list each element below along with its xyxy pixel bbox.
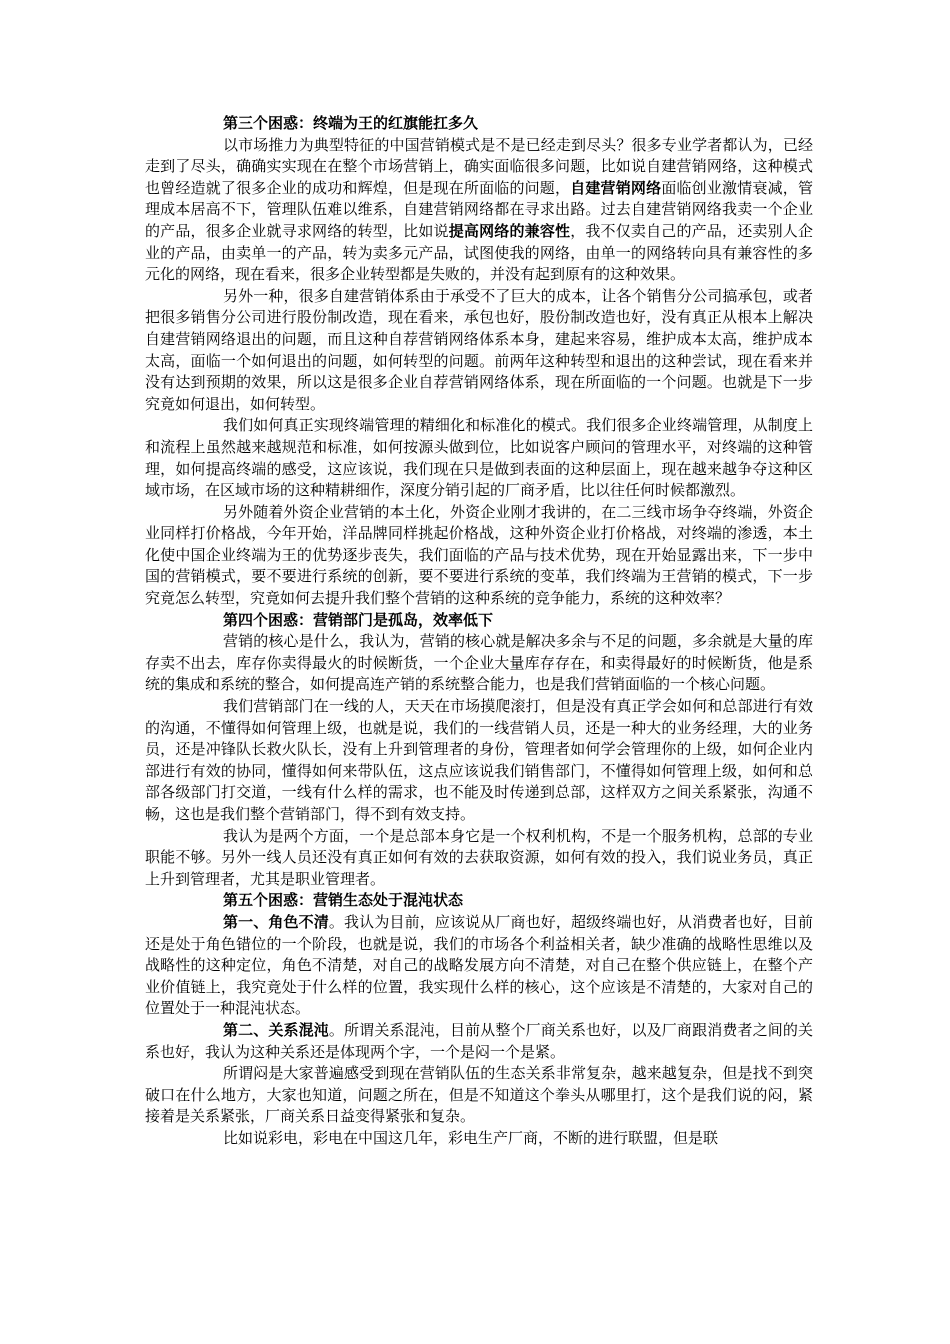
paragraph-1-text-a: 以市场推力为典型特征的中国营销模式是不是已经走到尽头？很多专业学者都认为，已经走到了尽头，确确实实现在在整个市场营销上，确实面临很多问题，比如说自建营销网络，这种模式也曾经造就了很多企业的成功和辉煌，但是现在所面临的问题， [145,135,813,197]
paragraph-10: 所谓闷是大家普遍感受到现在营销队伍的生态关系非常复杂，越来越复杂，但是找不到突破口在什么地方，大家也知道，问题之所在，但是不知道这个拳头从哪里打，这个是我们说的闷，紧接着是关系紧张，厂商关系日益变得紧张和复杂。 [145,1064,813,1126]
bold-lead-role-unclear: 第一、角色不清 [223,912,329,931]
bold-lead-relationship-chaos: 第二、关系混沌 [223,1020,329,1039]
bold-phrase-self-built-network: 自建营销网络 [570,178,662,197]
paragraph-5: 营销的核心是什么，我认为，营销的核心就是解决多余与不足的问题，多余就是大量的库存卖不出去，库存你卖得最火的时候断货，一个企业大量库存存在，和卖得最好的时候断货，他是系统的集成和系统的整合，如何提高连产销的系统整合能力，也是我们营销面临的一个核心问题。 [145,632,813,694]
paragraph-1 [145,135,813,286]
paragraph-9-text: 。所谓关系混沌，目前从整个厂商关系也好，以及厂商跟消费者之间的关系也好，我认为这种关系还是体现两个字，一个是闷一个是紧。 [145,1020,813,1061]
bold-phrase-network-compatibility: 提高网络的兼容性 [448,221,571,240]
paragraph-1-text-c: ，我不仅卖自己的产品，还卖别人企业的产品，由卖单一的产品，转为卖多元产品，试图使我的网络，由单一的网络转向具有兼容性的多元化的网络，现在看来，很多企业转型都是失败的，并没有起到原有的这种效果。 [145,221,813,284]
section-heading-3: 第三个困惑：终端为王的红旗能扛多久 [223,114,479,132]
paragraph-8-text: 。我认为目前，应该说从厂商也好，超级终端也好，从消费者也好，目前还是处于角色错位的一个阶段，也就是说，我们的市场各个利益相关者，缺少准确的战略性思维以及战略性的这种定位，角色不清楚，对自己的战略发展方向不清楚，对自己在整个供应链上，在整个产业价值链上，我究竟处于什么样的位置，我实现什么样的核心，这个应该是不清楚的，大家对自己的位置处于一种混沌状态。 [145,912,813,1018]
paragraph-3: 我们如何真正实现终端管理的精细化和标准化的模式。我们很多企业终端管理，从制度上和流程上虽然越来越规范和标准，如何按源头做到位，比如说客户顾问的管理水平，对终端的这种管理，如何提高终端的感受，这应该说，我们现在只是做到表面的这种层面上，现在越来越争夺这种区域市场，在区域市场的这种精耕细作，深度分销引起的厂商矛盾，比以往任何时候都激烈。 [145,416,813,500]
paragraph-11: 比如说彩电，彩电在中国这几年，彩电生产厂商，不断的进行联盟，但是联 [223,1128,719,1147]
paragraph-9 [145,1020,813,1063]
paragraph-8 [145,912,813,1020]
paragraph-1-text-b: 面临创业激情衰减，管理成本居高不下，管理队伍难以维系，自建营销网络都在寻求出路。过去自建营销网络我卖一个企业的产品，很多企业就寻求网络的转型，比如说 [145,178,813,240]
section-heading-4: 第四个困惑：营销部门是孤岛，效率低下 [223,610,494,629]
section-heading-5: 第五个困惑：营销生态处于混沌状态 [223,891,464,910]
paragraph-4: 另外随着外资企业营销的本土化，外资企业刚才我讲的，在二三线市场争夺终端，外资企业同样打价格战，今年开始，洋品牌同样挑起价格战，这种外资企业打价格战，对终端的渗透，本土化使中国企业终端为王的优势逐步丧失，我们面临的产品与技术优势，现在开始显露出来，下一步中国的营销模式，要不要进行系统的创新，要不要进行系统的变革，我们终端为王营销的模式，下一步究竟怎么转型，究竟如何去提升我们整个营销的这种系统的竞争能力，系统的这种效率？ [145,502,813,608]
paragraph-7: 我认为是两个方面，一个是总部本身它是一个权利机构，不是一个服务机构，总部的专业职能不够。另外一线人员还没有真正如何有效的去获取资源，如何有效的投入，我们说业务员，真正上升到管理者，尤其是职业管理者。 [145,826,813,888]
document-page [145,113,813,1150]
paragraph-2: 另外一种，很多自建营销体系由于承受不了巨大的成本，让各个销售分公司搞承包，或者把很多销售分公司进行股份制改造，现在看来，承包也好，股份制改造也好，没有真正从根本上解决自建营销网络退出的问题，而且这种自荐营销网络体系本身，建起来容易，维护成本太高，维护成本太高，面临一个如何退出的问题，如何转型的问题。前两年这种转型和退出的这种尝试，现在看来并没有达到预期的效果，所以这是很多企业自荐营销网络体系，现在所面临的一个问题。也就是下一步究竟如何退出，如何转型。 [145,286,813,413]
paragraph-6: 我们营销部门在一线的人，天天在市场摸爬滚打，但是没有真正学会如何和总部进行有效的沟通，不懂得如何管理上级，也就是说，我们的一线营销人员，还是一种大的业务经理，大的业务员，还是冲锋队长救火队长，没有上升到管理者的身份，管理者如何学会管理你的上级，如何企业内部进行有效的协同，懂得如何来带队伍，这点应该说我们销售部门，不懂得如何管理上级，如何和总部各级部门打交道，一线有什么样的需求，也不能及时传递到总部，这样双方之间关系紧张，沟通不畅，这也是我们整个营销部门，得不到有效支持。 [145,697,813,823]
